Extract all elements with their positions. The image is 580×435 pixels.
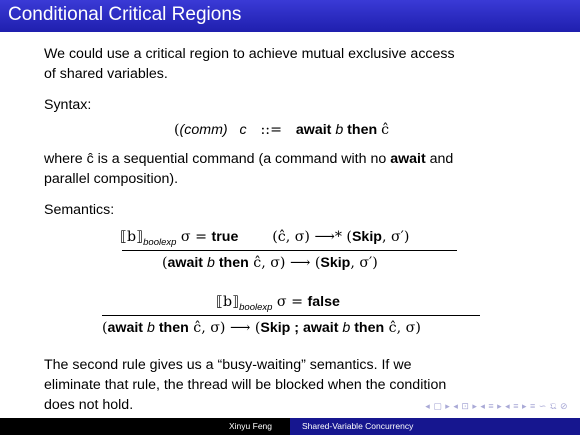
rule2-premise-mid: σ = [272,294,308,310]
rule2-premise-bracket: ⟦b⟧ [216,294,240,310]
para1-line1: We could use a critical region to achieve mutual exclusive access [44,46,455,62]
syntax-var: c [239,122,247,138]
rule2-concl-end: ĉ, σ) [384,320,421,336]
rule2-concl-await2: await [302,320,339,336]
para2-line1 [44,149,453,169]
rule2-concl-semi: ; [290,320,303,336]
rule1-conclusion: (await b then ĉ, σ) ⟶ (Skip, σ′) [162,255,378,271]
rule2-concl-skip: Skip [260,320,291,336]
para3-line1: The second rule gives us a “busy-waiting” semantics. If we [44,357,412,373]
rule1-concl-rest: ĉ, σ) ⟶ ( [248,255,321,271]
footer-bar [0,418,580,435]
syntax-b: b [335,122,344,138]
rule1-concl-end: , σ′) [350,255,378,271]
semantics-label: Semantics: [44,202,115,218]
rule2-concl-then2: then [354,320,385,336]
syntax-comm: (comm) [179,122,228,138]
rule2-conclusion: (await b then ĉ, σ) ⟶ (Skip ; await b then ĉ, σ) [102,320,421,336]
rule1-concl-skip: Skip [320,255,351,271]
beamer-navigation-icons[interactable]: ◂ ▢ ▸ ◂ ⊡ ▸ ◂ ≡ ▸ ◂ ≡ ▸ ≡ ∽ 𝔔 ⊘ [425,401,568,411]
para1-line2: of shared variables. [44,66,168,82]
syntax-chat: ĉ [381,122,390,138]
rule1-concl-b: b [203,255,219,271]
syntax-await: await [295,122,332,138]
rule1-premise-true: true [211,229,239,245]
rule1-premise-bracket: ⟦b⟧ [120,229,144,245]
footer-left [0,418,290,435]
rule2-concl-b: b [143,320,159,336]
para2-line1-a: where ĉ is a sequential command (a command with no [44,151,391,167]
rule1-premise [120,227,409,249]
rule1-premise-mid: σ = [176,229,212,245]
slide-title: Conditional Critical Regions [8,4,242,25]
syntax-defs: ::= [260,122,282,138]
rule2-premise-false: false [307,294,340,310]
rule1-concl-then: then [218,255,249,271]
title-bar [0,0,580,32]
syntax-formula: ((comm) c ::= await b then ĉ [174,122,390,138]
rule2-premise [216,292,340,314]
rule1-premise-skip: Skip [351,229,382,245]
rule1-premise-sub: boolexp [143,237,177,248]
para2-line1-b: and [425,151,454,167]
syntax-then: then [347,122,378,138]
rule2-concl-then: then [158,320,189,336]
para3-line3: does not hold. [44,397,134,413]
footer-right [290,418,580,435]
rule2-concl-b2: b [338,320,355,336]
footer-title: Shared-Variable Concurrency [302,421,414,431]
rule1-concl-await: await [167,255,204,271]
para2-line1-bold: await [390,151,426,167]
para3-line2: eliminate that rule, the thread will be blocked when the condition [44,377,447,393]
rule2-concl-await: await [107,320,144,336]
rule2-concl-rest: ĉ, σ) ⟶ ( [188,320,261,336]
rule1-premise-right: (ĉ, σ) ⟶* ( [272,229,352,245]
rule1-premise-end: , σ′) [381,229,410,245]
syntax-label: Syntax: [44,97,92,113]
para2-line2: parallel composition). [44,171,179,187]
rule1-fraction-line [122,250,457,251]
rule2-premise-sub: boolexp [239,302,273,313]
rule2-fraction-line [102,315,480,316]
footer-author: Xinyu Feng [229,421,272,431]
